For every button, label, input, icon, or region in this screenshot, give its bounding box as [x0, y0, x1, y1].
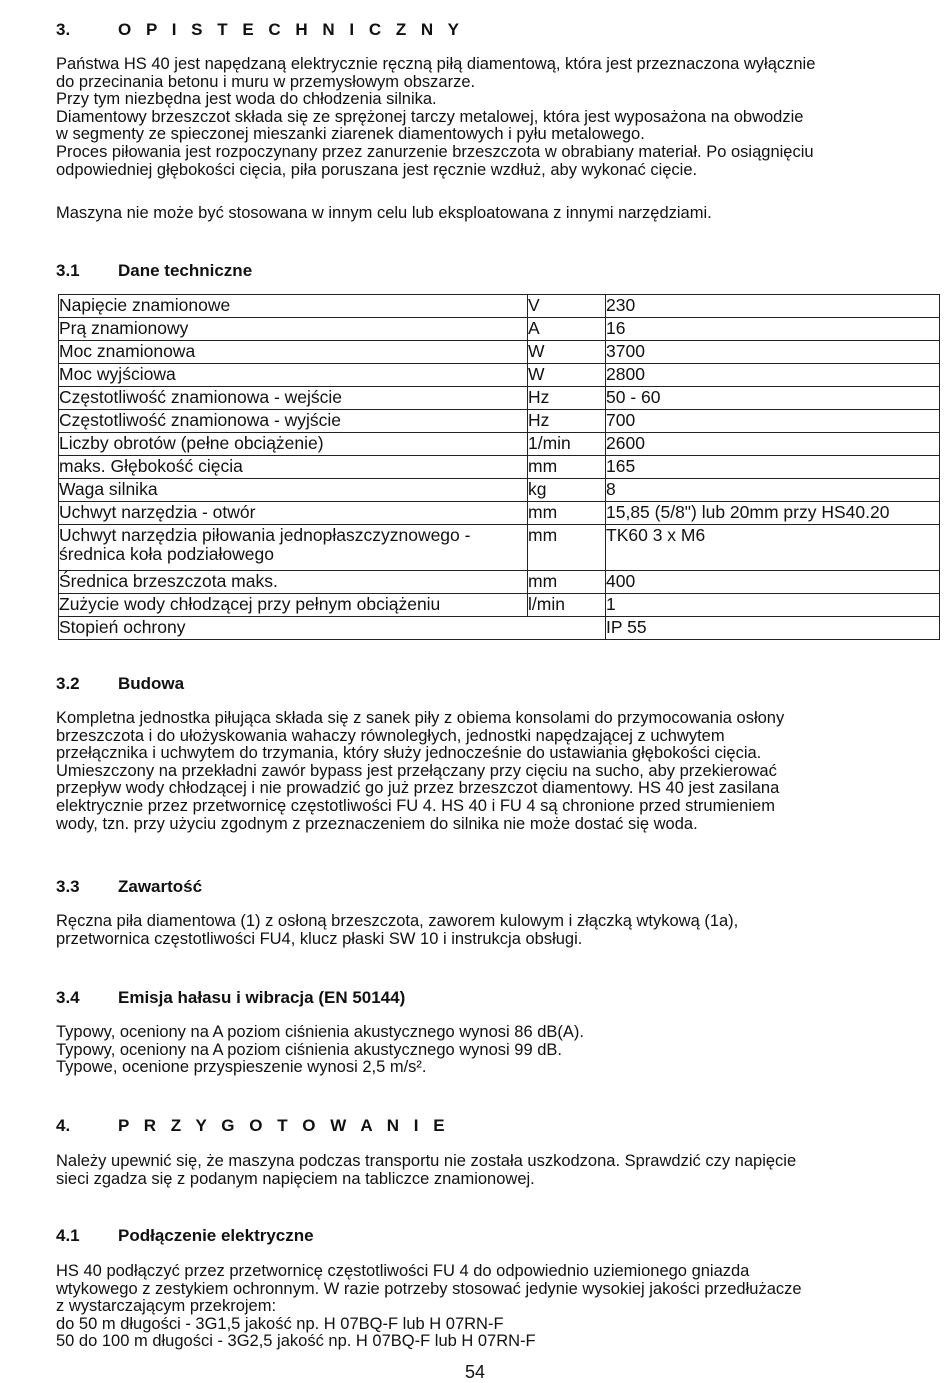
text-line: przetwornica częstotliwości FU4, klucz płaski SW 10 i instrukcja obsługi.	[56, 929, 583, 948]
table-row: Częstotliwość znamionowa - wyjście Hz 700	[59, 410, 940, 433]
table-row: maks. Głębokość cięcia mm 165	[59, 456, 940, 479]
intro-paragraph	[56, 56, 940, 179]
podlaczenie-paragraph	[56, 1263, 940, 1351]
table-row: Uchwyt narzędzia piłowania jednopłaszczyznowego - średnica koła podziałowego mm TK60 3 x M6	[59, 525, 940, 571]
table-row: Zużycie wody chłodzącej przy pełnym obciążeniu l/min 1	[59, 594, 940, 617]
section-heading-3-3: 3.3 Zawartość	[56, 877, 203, 896]
table-row: Uchwyt narzędzia - otwór mm 15,85 (5/8") lub 20mm przy HS40.20	[59, 502, 940, 525]
text-line: przepływ wody chłodzącej i nie prowadzić go już przez brzeszczot diamentowy. HS 40 jest zasilana	[56, 779, 780, 798]
text-line: Kompletna jednostka piłująca składa się z sanek piły z obiema konsolami do przymocowania osłony	[56, 709, 785, 727]
text-line: Typowy, oceniony na A poziom ciśnienia akustycznego wynosi 86 dB(A).	[56, 1023, 584, 1041]
text-line: Typowe, ocenione przyspieszenie wynosi 2,5 m/s².	[56, 1058, 427, 1077]
table-row: Prą znamionowy A 16	[59, 318, 940, 341]
text-line: Umieszczony na przekładni zawór bypass jest przełączany przy cięciu na sucho, aby przekierować	[56, 761, 777, 780]
emisja-paragraph	[56, 1024, 940, 1077]
text-line: sieci zgadza się z podanym napięciem na tabliczce znamionowej.	[56, 1169, 535, 1188]
table-row: Napięcie znamionowe V 230	[59, 295, 940, 318]
table-row: Częstotliwość znamionowa - wejście Hz 50 - 60	[59, 387, 940, 410]
text-line: Proces piłowania jest rozpoczynany przez zanurzenie brzeszczota w obrabiany materiał. Po osiągnięciu	[56, 142, 814, 161]
section-heading-4-1: 4.1 Podłączenie elektryczne	[56, 1226, 314, 1245]
technical-data-table	[58, 294, 940, 640]
text-line: odpowiedniej głębokości cięcia, piła poruszana jest ręcznie wzdłuż, aby wykonać cięcie.	[56, 160, 698, 179]
text-line: Należy upewnić się, że maszyna podczas transportu nie została uszkodzona. Sprawdzić czy napięcie	[56, 1152, 797, 1170]
text-line: Przy tym niezbędna jest woda do chłodzenia silnika.	[56, 90, 437, 109]
text-line: do przecinania betonu i muru w przemysłowym obszarze.	[56, 72, 476, 91]
table-row: Liczby obrotów (pełne obciążenie) 1/min 2600	[59, 433, 940, 456]
table-row: Moc znamionowa W 3700	[59, 341, 940, 364]
zawartosc-paragraph	[56, 913, 940, 948]
text-line: Diamentowy brzeszczot składa się ze sprężonej tarczy metalowej, która jest wyposażona na obwodzie	[56, 107, 804, 126]
text-line: w segmenty ze spieczonej mieszanki ziarenek diamentowych i pyłu metalowego.	[56, 125, 645, 144]
table-row: Moc wyjściowa W 2800	[59, 364, 940, 387]
budowa-paragraph	[56, 710, 940, 833]
text-line: Typowy, oceniony na A poziom ciśnienia akustycznego wynosi 99 dB.	[56, 1040, 562, 1059]
section-heading-4: 4. P R Z Y G O T O W A N I E	[56, 1116, 450, 1135]
text-line: HS 40 podłączyć przez przetwornicę częstotliwości FU 4 do odpowiednio uziemionego gniazda	[56, 1262, 750, 1280]
text-line: wody, tzn. przy użyciu zgodnym z przeznaczeniem do silnika nie może dostać się woda.	[56, 814, 698, 833]
text-line: z wystarczającym przekrojem:	[56, 1297, 277, 1316]
text-line: brzeszczota i do ułożyskowania wahaczy równoległych, jednostki napędzającej z uchwytem	[56, 726, 725, 745]
section-heading-3: 3. O P I S T E C H N I C Z N Y	[56, 20, 464, 39]
przygotowanie-paragraph	[56, 1153, 940, 1188]
table-row: Waga silnika kg 8	[59, 479, 940, 502]
text-line: elektrycznie przez przetwornicę częstotliwości FU 4. HS 40 i FU 4 są chronione przed strumieniem	[56, 796, 775, 815]
text-line: Ręczna piła diamentowa (1) z osłoną brzeszczota, zaworem kulowym i złączką wtykową (1a),	[56, 912, 739, 930]
text-line: Państwa HS 40 jest napędzaną elektrycznie ręczną piłą diamentową, która jest przeznaczona wyłącznie	[56, 55, 816, 73]
table-row: Stopień ochrony IP 55	[59, 617, 940, 640]
section-heading-3-1: 3.1 Dane techniczne	[56, 261, 253, 280]
section-heading-3-4: 3.4 Emisja hałasu i wibracja (EN 50144)	[56, 988, 406, 1007]
section-heading-3-2: 3.2 Budowa	[56, 674, 185, 693]
table-row: Średnica brzeszczota maks. mm 400	[59, 571, 940, 594]
usage-note: Maszyna nie może być stosowana w innym celu lub eksploatowana z innymi narzędziami.	[56, 204, 712, 222]
text-line: 50 do 100 m długości - 3G2,5 jakość np. H 07BQ-F lub H 07RN-F	[56, 1332, 536, 1351]
text-line: do 50 m długości - 3G1,5 jakość np. H 07BQ-F lub H 07RN-F	[56, 1314, 504, 1333]
text-line: wtykowego z zestykiem ochronnym. W razie potrzeby stosować jedynie wysokiej jakości przedłużacze	[56, 1279, 802, 1298]
page-number: 54	[464, 1362, 486, 1382]
text-line: przełącznika i uchwytem do trzymania, który służy jednocześnie do ustawiania głębokości cięcia.	[56, 744, 762, 763]
